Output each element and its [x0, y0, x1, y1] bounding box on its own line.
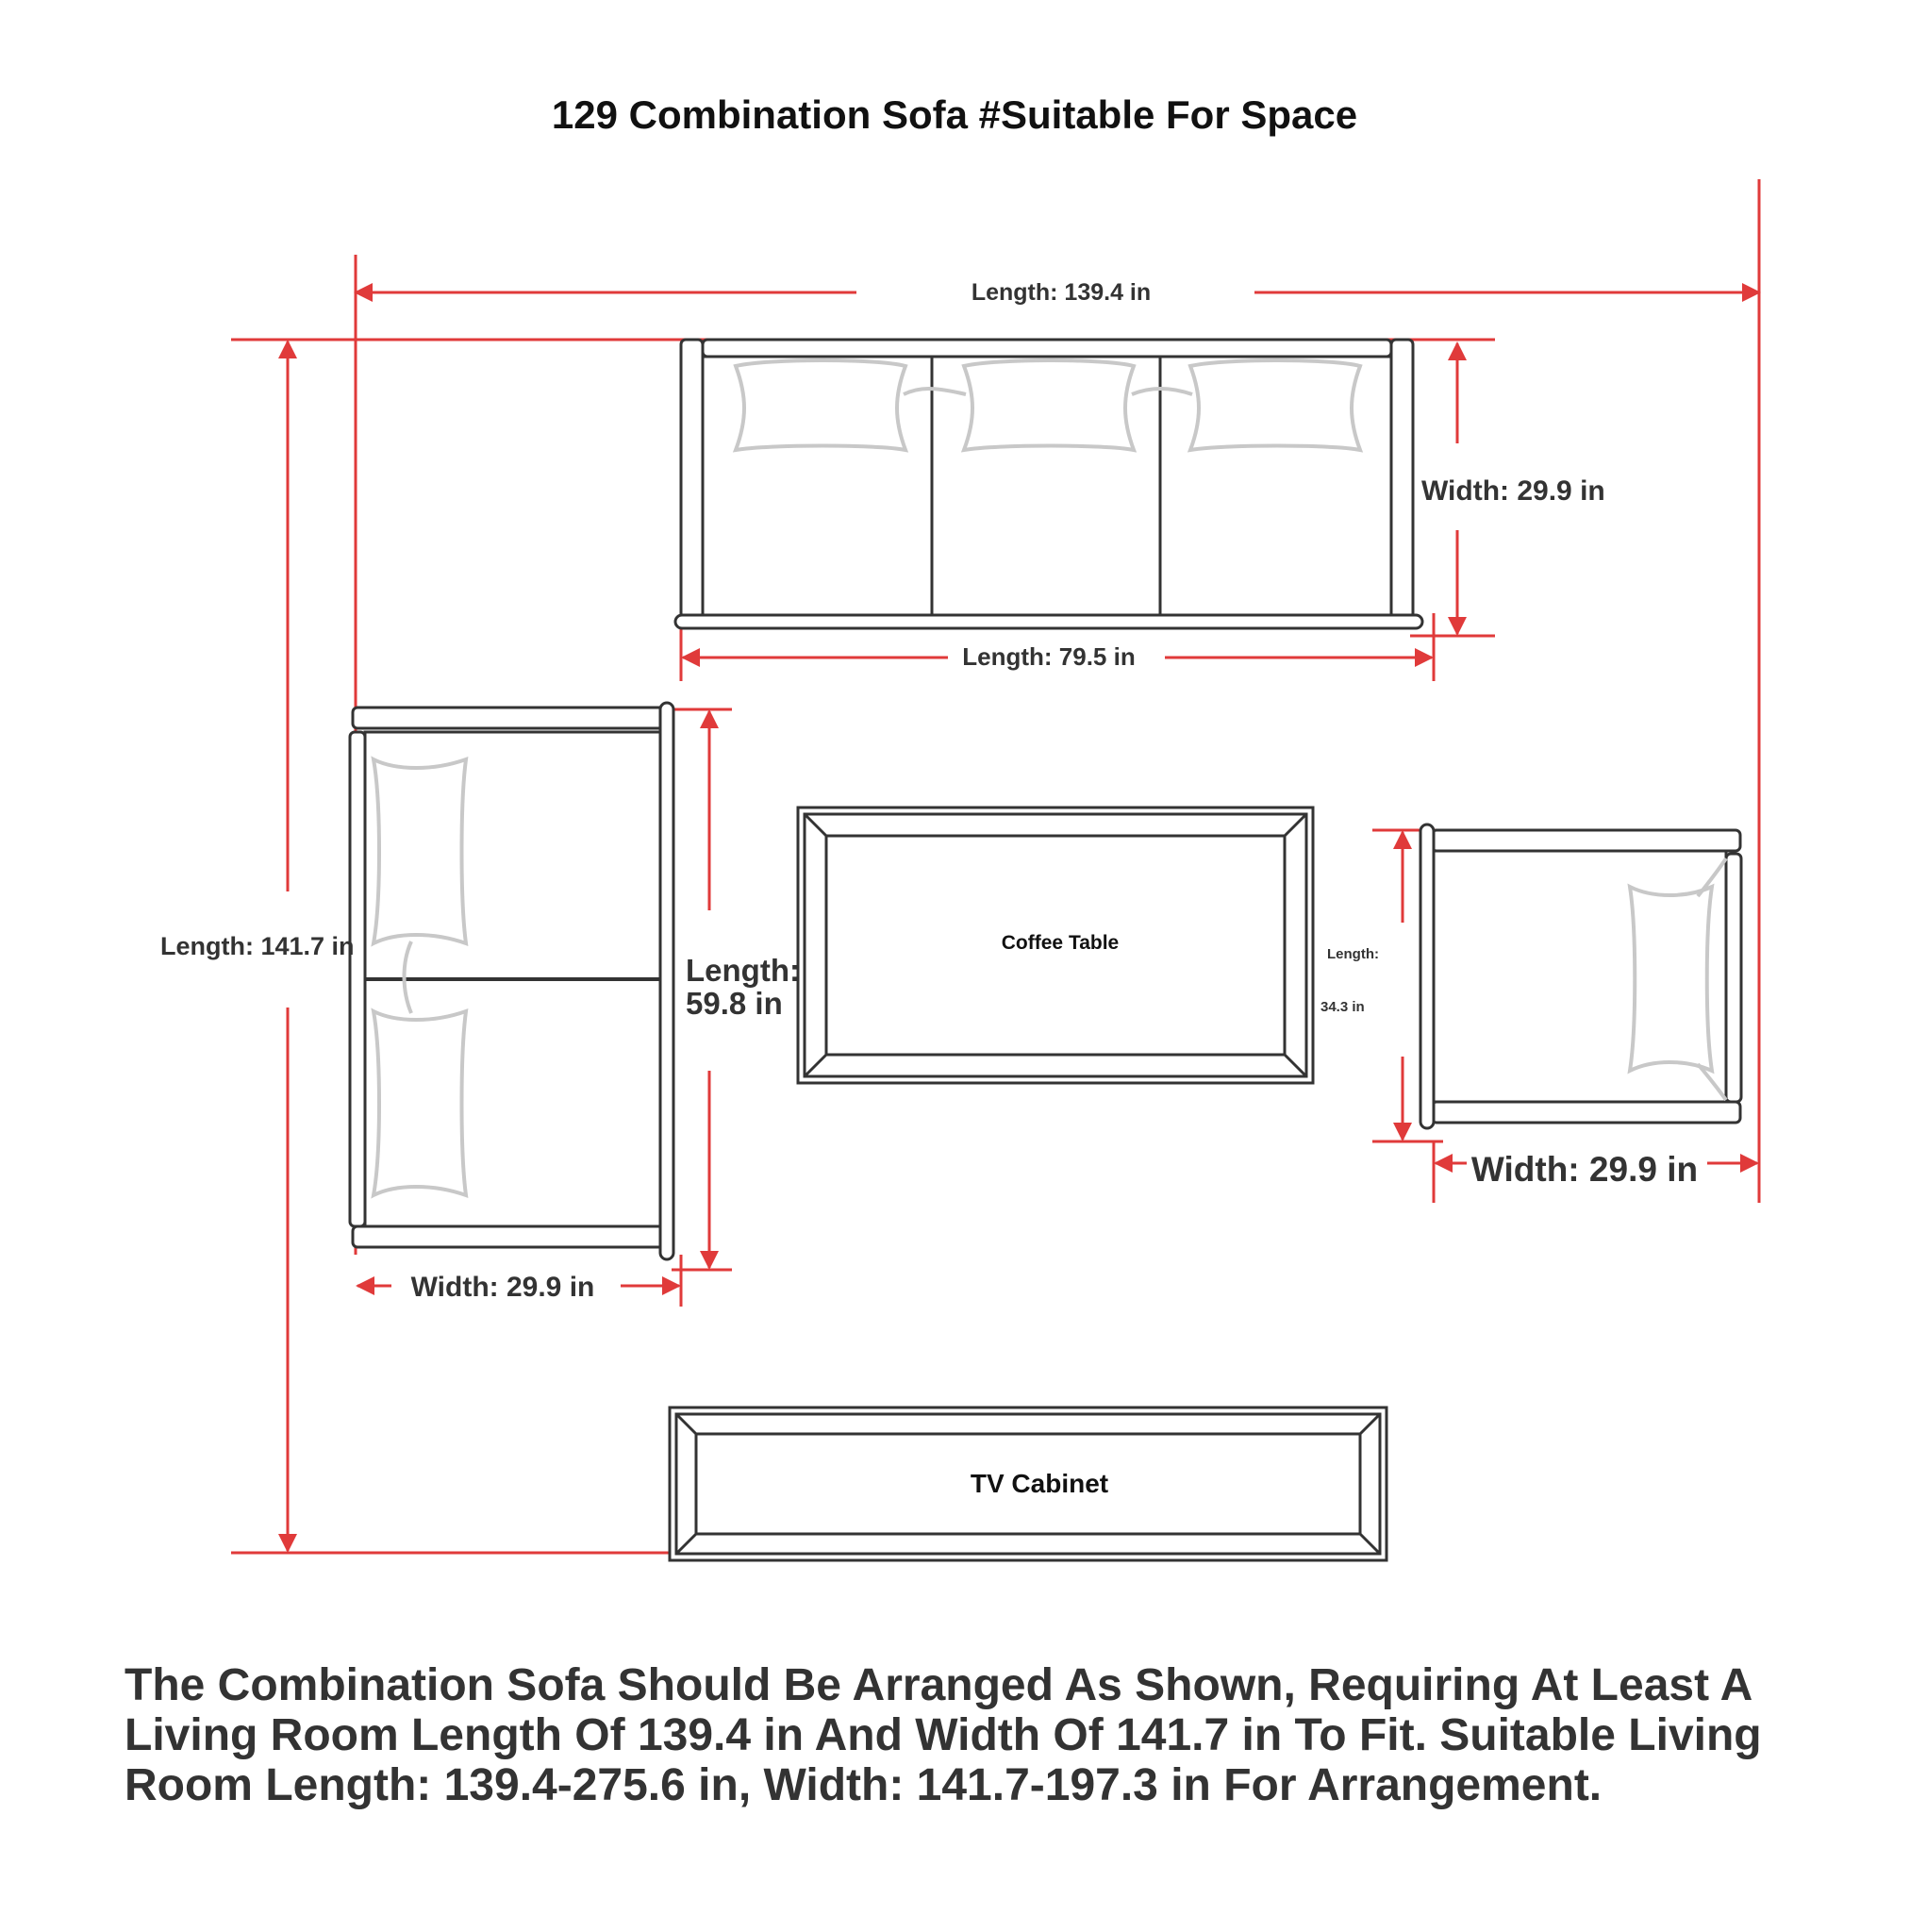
cushion [1630, 887, 1712, 1071]
page-title: 129 Combination Sofa #Suitable For Space [551, 92, 1358, 137]
tv-cabinet-label: TV Cabinet [970, 1469, 1109, 1498]
overall-width-label: Length: 141.7 in [160, 932, 355, 960]
cushion [1190, 360, 1360, 450]
arrangement-note: The Combination Sofa Should Be Arranged As Shown, Requiring At Least A Living Room Length Of 139.4 in And Width Of 141.7 in To Fit. Suitable Living Room Length: 139.4-275.6 in, Width: 141.7-197.3 in For Arrangement. [125, 1660, 1762, 1810]
cushion [374, 1011, 466, 1195]
cushion [736, 360, 905, 450]
coffee-table-label: Coffee Table [1001, 932, 1120, 954]
right-chair-length-label-line1: Length: [1327, 946, 1379, 962]
top-sofa-left-arm [681, 340, 703, 618]
top-sofa-backrest [703, 340, 1391, 357]
right-chair-base [1420, 824, 1434, 1128]
left-sofa-top-arm [353, 708, 664, 728]
left-sofa-base [660, 703, 673, 1259]
right-chair-backrest [1726, 854, 1741, 1102]
left-sofa-backrest [350, 732, 365, 1226]
left-sofa-length-label-line1: Length: [686, 953, 800, 988]
right-chair-top-arm [1432, 830, 1740, 851]
right-chair-width-label: Width: 29.9 in [1470, 1150, 1699, 1189]
right-chair-cushions [1630, 858, 1726, 1100]
top-sofa-base [675, 615, 1422, 628]
right-chair-length-label-line2: 34.3 in [1320, 999, 1365, 1015]
cushion [964, 360, 1134, 450]
top-sofa-cushions [736, 360, 1360, 450]
cushion-strap [1132, 389, 1192, 394]
top-sofa-width-label: Width: 29.9 in [1421, 475, 1605, 507]
overall-length-label: Length: 139.4 in [971, 279, 1152, 306]
right-chair-bottom-arm [1432, 1102, 1740, 1123]
cushion-strap [904, 389, 966, 394]
top-sofa-length-label: Length: 79.5 in [962, 642, 1136, 671]
left-sofa-width-label: Width: 29.9 in [410, 1272, 595, 1303]
cushion [374, 759, 466, 943]
left-sofa-length-label-line2: 59.8 in [686, 986, 783, 1021]
top-sofa-right-arm [1391, 340, 1413, 618]
left-sofa-bottom-arm [353, 1226, 664, 1247]
